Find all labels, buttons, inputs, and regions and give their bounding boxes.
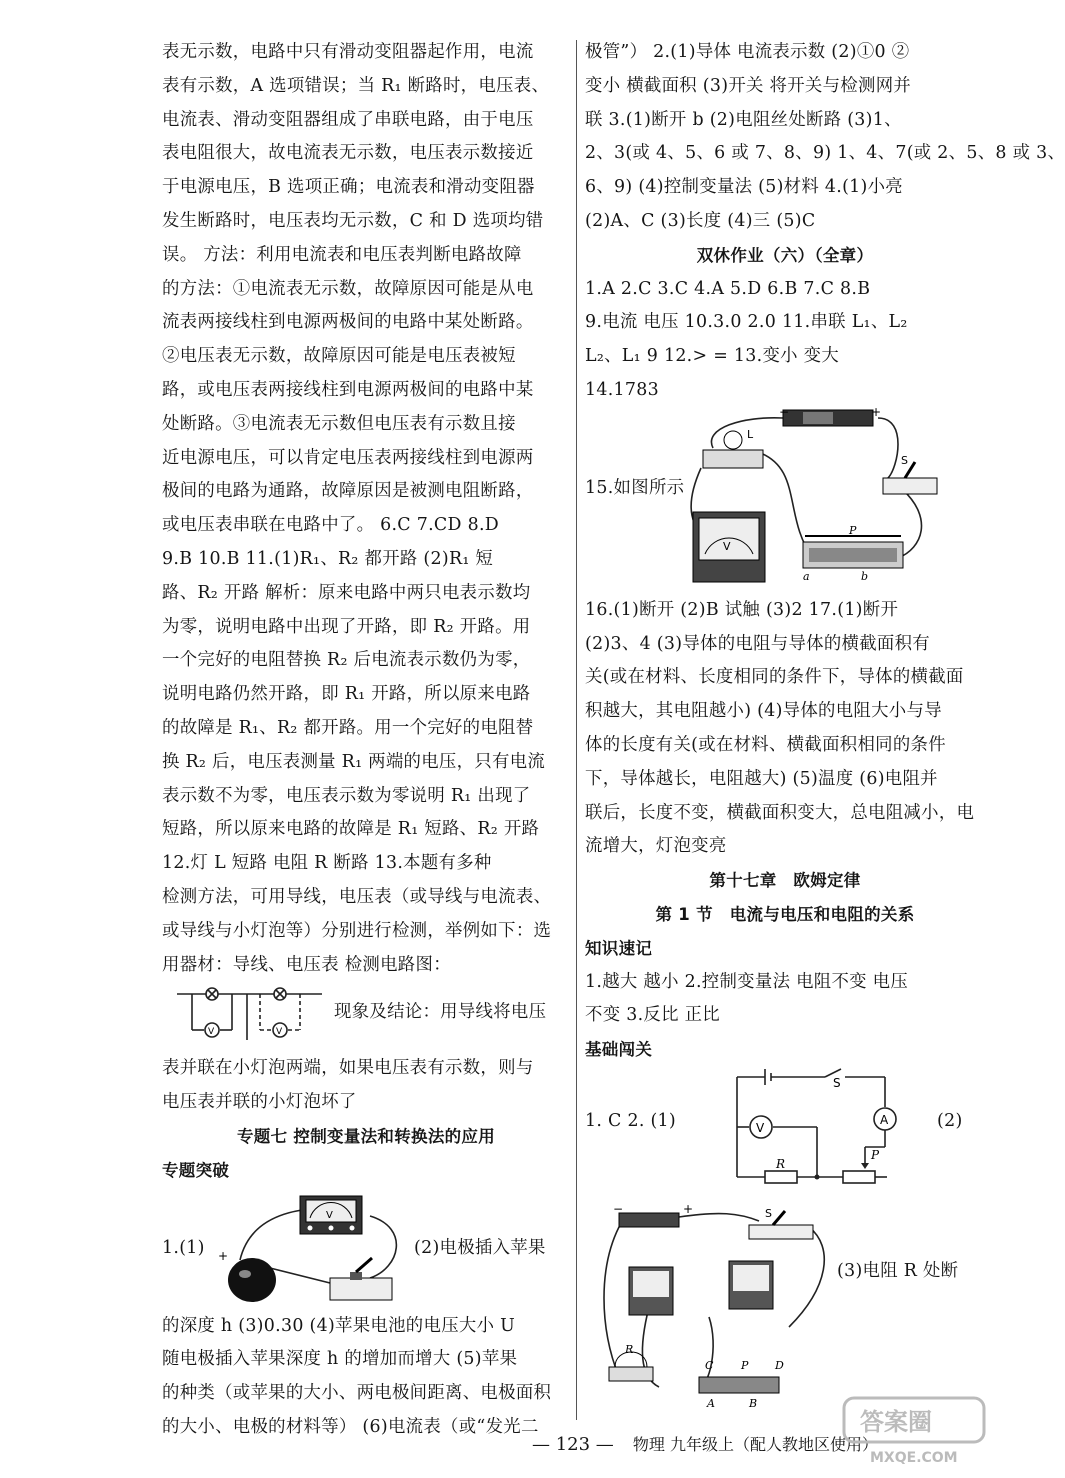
text-line: 误。 方法：利用电流表和电压表判断电路故障 [162, 244, 522, 265]
text-line: 表电阻很大，故电流表无示数，电压表示数接近 [162, 143, 534, 164]
text-line: 表示数不为零，电压表示数为零说明 R₁ 出现了 [162, 785, 531, 806]
svg-text:a: a [803, 569, 810, 583]
detection-circuit-row [162, 982, 570, 1052]
text-line: 电压表并联的小灯泡坏了 [162, 1092, 357, 1113]
q15-label: 15.如图所示 [585, 477, 685, 498]
svg-text:V: V [208, 1027, 215, 1038]
text-line: 的方法：①电流表无示数，故障原因可能是从电 [162, 278, 534, 299]
text-line: 6、9) (4)控制变量法 (5)材料 4.(1)小亮 [585, 177, 903, 198]
knowledge-heading: 知识速记 [585, 938, 653, 958]
detection-circuit-diagram [172, 984, 327, 1046]
text-line: 14.1783 [585, 379, 660, 400]
text-line: 联后，长度不变，横截面积变大，总电阻减小，电 [585, 802, 975, 823]
apple-battery-circuit [210, 1188, 400, 1308]
svg-text:R: R [776, 1156, 786, 1171]
text-line: 检测方法，可用导线，电压表（或导线与电流表、 [162, 886, 552, 907]
text-line: 12.灯 L 短路 电阻 R 断路 13.本题有多种 [162, 853, 492, 874]
chapter-heading: 第十七章 欧姆定律 [709, 871, 861, 891]
text-line: 发生断路时，电压表均无示数，C 和 D 选项均错 [162, 210, 544, 231]
svg-text:S: S [765, 1206, 772, 1220]
svg-text:答案圈: 答案圈 [860, 1408, 932, 1436]
text-line: 或电压表串联在电路中了。 6.C 7.CD 8.D [162, 515, 500, 536]
text-line: 的故障是 R₁、R₂ 都开路。用一个完好的电阻替 [162, 717, 534, 738]
text-line: 说明电路仍然开路，即 R₁ 开路，所以原来电路 [162, 684, 531, 705]
text-line: (2)A、C (3)长度 (4)三 (5)C [585, 210, 816, 231]
text-line: 极管”） 2.(1)导体 电流表示数 (2)①0 ② [585, 42, 910, 62]
text-line: 变小 横截面积 (3)开关 将开关与检测网并 [585, 75, 912, 96]
q1-continued: (2)电极插入苹果 [414, 1237, 546, 1258]
svg-text:A: A [880, 1112, 889, 1127]
page-number: — 123 — [532, 1434, 614, 1455]
text-line: 关(或在材料、长度相同的条件下，导体的横截面 [585, 667, 964, 688]
text-line: 极间的电路为通路，故障原因是被测电阻断路， [162, 481, 534, 502]
q15-circuit-diagram [683, 404, 983, 592]
text-line: 换 R₂ 后，电压表测量 R₁ 两端的电压，只有电流 [162, 751, 546, 772]
apple-battery-row [162, 1188, 570, 1310]
svg-text:V: V [756, 1120, 765, 1135]
text-line: 积越大，其电阻越小) (4)导体的电阻大小与导 [585, 701, 942, 722]
q3-row [585, 1201, 985, 1417]
svg-text:b: b [861, 569, 869, 583]
svg-text:−: − [613, 1201, 624, 1216]
text-line: 的深度 h (3)0.30 (4)苹果电池的电压大小 U [162, 1315, 516, 1336]
svg-text:MXQE.COM: MXQE.COM [870, 1450, 958, 1466]
basic-heading: 基础闯关 [585, 1040, 653, 1060]
text-line: 联 3.(1)断开 b (2)电阻丝处断路 (3)1、 [585, 109, 902, 130]
text-line: 不变 3.反比 正比 [585, 1005, 720, 1026]
svg-text:B: B [749, 1396, 758, 1410]
text-line: 1.A 2.C 3.C 4.A 5.D 6.B 7.C 8.B [585, 278, 871, 299]
text-line: 近电源电压，可以肯定电压表两接线柱到电源两 [162, 447, 534, 468]
text-line: 流增大，灯泡变亮 [585, 836, 727, 857]
footer-book-title: 物理 九年级上（配人教地区使用） [632, 1435, 878, 1454]
page-footer [532, 1432, 878, 1455]
text-line: L₂、L₁ 9 12.> = 13.变小 变大 [585, 346, 840, 367]
text-line: 1.越大 越小 2.控制变量法 电阻不变 电压 [585, 971, 909, 992]
text-line: 短路，所以原来电路的故障是 R₁ 短路、R₂ 开路 [162, 819, 540, 840]
sub-heading: 专题突破 [162, 1160, 230, 1180]
fig-caption-text: 现象及结论：用导线将电压 [334, 1002, 547, 1023]
topic-heading: 专题七 控制变量法和转换法的应用 [236, 1126, 496, 1146]
text-line: 随电极插入苹果深度 h 的增加而增大 (5)苹果 [162, 1349, 518, 1370]
svg-text:D: D [775, 1358, 784, 1372]
svg-text:+: + [871, 404, 882, 419]
physical-circuit-diagram [599, 1201, 844, 1413]
text-line: 2、3(或 4、5、6 或 7、8、9) 1、4、7(或 2、5、8 或 3、 [585, 143, 1065, 164]
text-line: 9.电流 电压 10.3.0 2.0 11.串联 L₁、L₂ [585, 312, 908, 333]
text-line: 电流表、滑动变阻器组成了串联电路，由于电压 [162, 109, 534, 130]
basic-q-label: 1. C 2. (1) [585, 1110, 677, 1131]
svg-text:+: + [683, 1201, 694, 1216]
svg-text:S: S [901, 453, 908, 467]
text-line: 下，导体越长，电阻越大) (5)温度 (6)电阻并 [585, 768, 938, 789]
svg-text:A: A [707, 1396, 715, 1410]
column-divider [576, 40, 577, 1420]
svg-text:C: C [705, 1358, 714, 1372]
text-line: 9.B 10.B 11.(1)R₁、R₂ 都开路 (2)R₁ 短 [162, 548, 494, 569]
text-line: 体的长度有关(或在材料、横截面积相同的条件 [585, 734, 946, 755]
svg-text:R: R [625, 1342, 634, 1356]
left-text-block [162, 36, 570, 982]
text-line: 表并联在小灯泡两端，如果电压表有示数，则与 [162, 1058, 534, 1079]
svg-text:P: P [741, 1358, 749, 1372]
right-column [585, 36, 1065, 1417]
text-line: 一个完好的电阻替换 R₂ 后电流表示数仍为零， [162, 650, 531, 671]
text-line: 16.(1)断开 (2)B 试触 (3)2 17.(1)断开 [585, 599, 899, 620]
text-line: 为零，说明电路中出现了开路，即 R₂ 开路。用 [162, 616, 531, 637]
text-line: 或导线与小灯泡等）分别进行检测，举例如下：选 [162, 920, 552, 941]
text-line: (2)3、4 (3)导体的电阻与导体的横截面积有 [585, 633, 930, 654]
text-line: 的种类（或苹果的大小、两电极间距离、电极面积 [162, 1383, 552, 1404]
weekend-homework-heading: 双休作业（六）（全章） [696, 245, 874, 265]
svg-text:L: L [747, 427, 754, 441]
svg-text:V: V [326, 1209, 333, 1221]
q15-row [585, 404, 985, 594]
text-line: 路，或电压表两接线柱到电源两极间的电路中某 [162, 379, 534, 400]
svg-text:P: P [849, 523, 857, 537]
svg-text:V: V [276, 1027, 283, 1038]
basic-q-part2: (2) [937, 1110, 963, 1131]
schematic-circuit [725, 1067, 905, 1199]
text-line: 的大小、电极的材料等） (6)电流表（或“发光二 [162, 1416, 539, 1437]
svg-text:V: V [723, 539, 731, 553]
text-line: ②电压表无示数，故障原因可能是电压表被短 [162, 346, 516, 367]
basic-q-row [585, 1067, 985, 1207]
text-line: 处断路。③电流表无示数但电压表有示数且接 [162, 413, 516, 434]
svg-text:+: + [218, 1248, 229, 1263]
text-line: 于电源电压，B 选项正确；电流表和滑动变阻器 [162, 177, 535, 198]
svg-text:S: S [833, 1075, 841, 1090]
text-line: 表无示数，电路中只有滑动变阻器起作用，电流 [162, 42, 534, 62]
svg-text:−: − [779, 404, 790, 419]
svg-text:P: P [871, 1147, 880, 1162]
q1-label: 1.(1) [162, 1237, 205, 1258]
text-line: 用器材：导线、电压表 检测电路图： [162, 954, 451, 975]
section-heading: 第 1 节 电流与电压和电阻的关系 [655, 904, 915, 924]
text-line: 路、R₂ 开路 解析：原来电路中两只电表示数均 [162, 582, 531, 603]
text-line: 流表两接线柱到电源两极间的电路中某处断路。 [162, 312, 534, 333]
left-column [162, 36, 570, 1445]
q3-text: (3)电阻 R 处断 [837, 1260, 959, 1281]
watermark-logo [840, 1392, 990, 1472]
text-line: 表有示数，A 选项错误；当 R₁ 断路时，电压表、 [162, 75, 550, 96]
